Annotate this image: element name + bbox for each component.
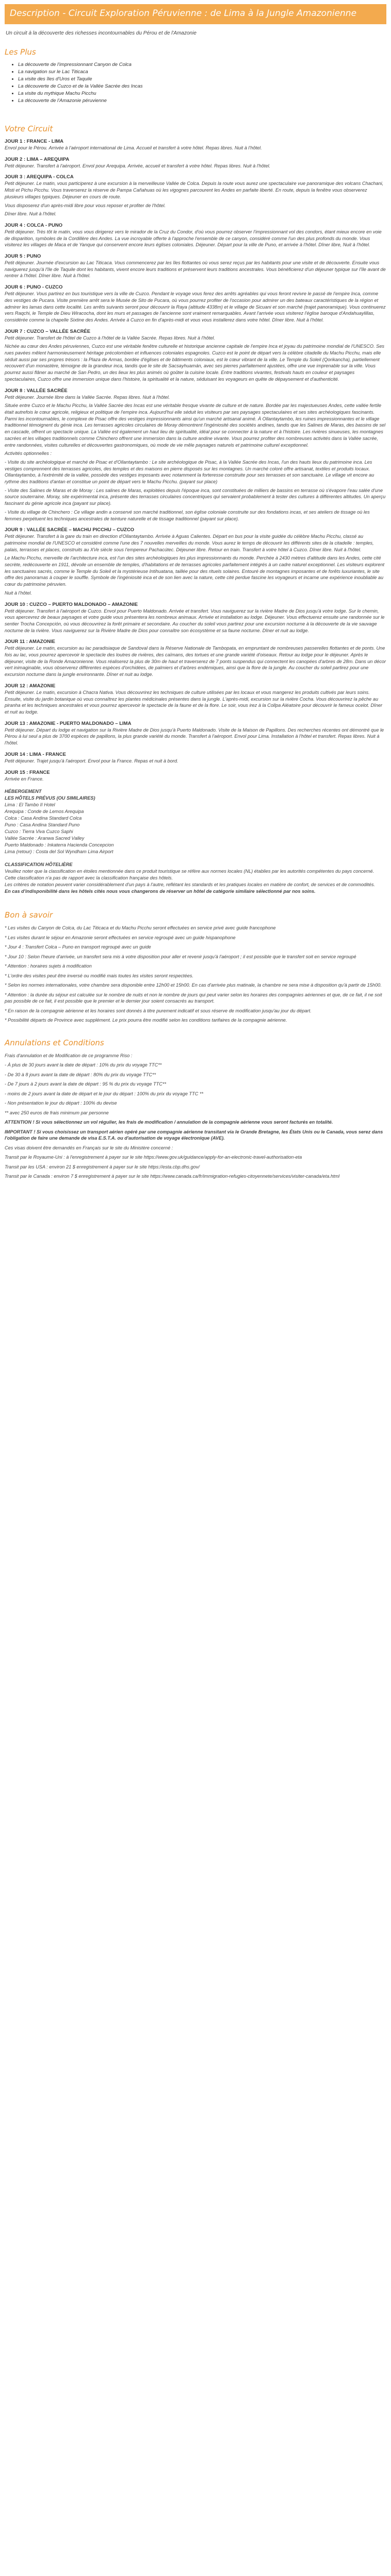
itinerary <box>5 139 386 782</box>
day-text: - Visite du site archéologique et marché de Pisac et d'Ollantaytambo : Le site archéologique de Pisac, à la Vallée Sacrée des Incas, l'un des hauts lieux du patrimoine inca. Les vestiges comprennent des terrasses agricoles, des temples et des maisons en pierre disposés sur les montagnes. Un marché coloré offre artisanat, textiles et produits locaux. Ollantaytambo, à l'extrémité de la vallée, possède des vestiges imposants avec notamment la forteresse construite pour ses terrasses et son sanctuaire. Le village vit encore au rythme des traditions d'antan et constitue un point de départ vers le Machu Picchu. (payant sur place) <box>5 459 374 485</box>
condition-item: - De 7 jours à 2 jours avant la date de départ : 95 % du prix du voyage TTC** <box>5 1081 167 1087</box>
day-text: Petit déjeuner. Transfert de l'hôtel de Cuzco à l'hôtel de la Vallée Sacrée. Repas libres. Nuit à l'hôtel. <box>5 335 215 341</box>
day-title: JOUR 10 : CUZCO – PUERTO MALDONADO – AMAZONIE <box>5 601 138 607</box>
day-text: Petit déjeuner. Transfert à l'aéroport. Envol pour Arequipa. Arrivée, accueil et transfert à votre hôtel. Repas libres. Nuit à l'hôtel. <box>5 163 271 168</box>
plus-heading: Les Plus <box>5 47 36 57</box>
day-title: JOUR 3 : AREQUIPA - COLCA <box>5 174 74 180</box>
condition-item: - À plus de 30 jours avant la date de départ : 10% du prix du voyage TTC** <box>5 1062 162 1068</box>
condition-item: Transit par le Canada : environ 7 $ enregistrement à payer sur le site https://www.canada.ca/fr/immigration-refugies-citoyennete/services/visiter-canada/eta.html <box>5 1174 340 1179</box>
condition-item: - moins de 2 jours avant la date de départ et le jour du départ : 100% du prix du voyage TTC ** <box>5 1091 204 1096</box>
day-text: - Visite des Salines de Maras et de Moray : Les salines de Maras, exploitées depuis l'époque inca, sont constituées de milliers de bassins en terrasse où s'évapore l'eau salée d'une source souterraine. Moray, site expérimental inca, présente des terrasses circulaires concentriques qui servaient probablement à tester des cultures à différentes altitudes. Un aperçu fascinant du génie agricole inca (payant sur place). <box>5 487 386 506</box>
hotel-item: Vallée Sacrée : Aranwa Sacred Valley <box>5 836 85 841</box>
day-title: JOUR 6 : PUNO - CUZCO <box>5 284 63 291</box>
day-text: Petit déjeuner. Départ du lodge et navigation sur la Rivière Madre de Dios jusqu'à Puerto Maldonado. Visite de la Maison de Papillons. Des recherches récentes ont démontré que le Pérou à lui seul a plus de 3700 espèces de papillons, la plus grande variété du monde. Transfert à l'aéroport. Envol pour Lima. Installation à l'hôtel et transfert. Repas libres. Nuit à l'hôtel. <box>5 727 384 746</box>
plus-item: • La découverte de Cuzco et de la Vallée Sacrée des Incas <box>18 83 386 89</box>
condition-item: Transit par les USA : environ 21 $ enregistrement à payer sur le site https://esta.cbp.dhs.gov/ <box>5 1164 200 1170</box>
itinerary-day <box>5 253 386 279</box>
condition-item: - Non présentation le jour du départ : 100% du devise <box>5 1100 117 1106</box>
day-text: Petit déjeuner. Le matin, vous participerez à une excursion à la merveilleuse Vallée de Colca. Depuis la route vous aurez une spectaculaire vue panoramique des volcans Chachani, Misti et Pichu Picchu. Vous traverserez la réserve de Pampa Cañahuas où les vigognes parcourent les Andes en parfaite liberté. En route, depuis la fenêtre vous observerez plusieurs villages typiques. Déjeuner en cours de route. <box>5 181 384 199</box>
day-text: Envol pour le Pérou. Arrivée à l'aéroport international de Lima. Accueil et transfert à votre hôtel. Repas libres. Nuit à l'hôtel. <box>5 145 262 150</box>
itinerary-day <box>5 284 386 324</box>
condition-item: Ces visas doivent être demandés en Français sur le site du Ministère concerné : <box>5 1145 173 1150</box>
bon-list <box>5 925 386 1024</box>
day-title: JOUR 12 : AMAZONIE <box>5 683 56 689</box>
classification-note: En cas d'indisponibilité dans les hôtels cités nous vous changerons de réserver un hôtel de catégorie similaire sélectionné par nos soins. <box>5 889 316 894</box>
hotel-item: Cuzco : Tierra Viva Cuzco Saphi <box>5 829 73 835</box>
day-title: JOUR 1 : FRANCE - LIMA <box>5 139 63 144</box>
title-bar <box>5 4 386 24</box>
day-text: Petit déjeuner. Trajet jusqu'à l'aéroport. Envol pour la France. Repas et nuit à bord. <box>5 758 178 764</box>
day-title: JOUR 8 : VALLÉE SACRÉE <box>5 387 68 394</box>
condition-item: IMPORTANT ! Si vous choisissez un transport aérien opéré par une compagnie aérienne transitant via le Grande Bretagne, les États Unis ou le Canada, vous serez dans l'obligation de faire une demande de visa E.S.T.A. ou d'autorisation de voyage électronique (AVE). <box>5 1129 383 1141</box>
hotels-subheading: LES HÔTELS PRÉVUS (OU SIMILAIRES) <box>5 795 95 801</box>
condition-item: Frais d'annulation et de Modification de ce programme Riso : <box>5 1053 133 1058</box>
itinerary-day <box>5 752 386 765</box>
condition-item: - De 30 à 8 jours avant la date de départ : 80% du prix du voyage TTC** <box>5 1072 156 1077</box>
classification-heading: CLASSIFICATION HÔTELIÈRE <box>5 862 73 868</box>
hotel-item: Arequipa : Conde de Lemos Arequipa <box>5 809 84 815</box>
hotel-item: Puerto Maldonado : Inkaterra Hacienda Concepcion <box>5 842 114 848</box>
itinerary-day <box>5 721 386 747</box>
day-text: Petit déjeuner. Le matin, excursion à Chacra Nativa. Vous découvrirez les techniques de culture utilisées par les locaux et vous mangerez les produits cultivés par leurs soins. Ensuite, visite du jardin botanique où vous connaîtrez les plantes médicinales présentes dans la jungle. L'après-midi, excursion sur la rivière Cocha. Vous découvrirez la pêche au piranha et les techniques ancestrales et vous pourrez apercevoir le spectacle de la faune et de la flore. Le soir, vous irez à la Collpa Aléatoire pour découvrir le fameux ocelot. Dîner et nuit au lodge. <box>5 689 383 715</box>
bon-item: * Jour 10 : Selon l'heure d'arrivée, un transfert sera mis à votre disposition pour aller et revenir jusqu'à l'aéroport ; il est possible que le transfert soit en service regroupé <box>5 954 356 959</box>
day-title: JOUR 11 : AMAZONIE <box>5 639 55 645</box>
day-text: Petit déjeuner. Vous partirez en bus touristique vers la ville de Cuzco. Pendant le voyage vous ferez des arrêts agréables qui vous feront revivre le passé de l'empire Inca, comme des vestiges de Pucara. Visite première arrêt sera le Musée de Sito de Pucara, où vous pourrez profiter de l'occasion pour admirer un des bateaux caractéristiques de la région et admirer les lamas dans cette localité. Les arrêts suivants seront pour découvrir la Raya (altitude 4338m) et le village de Sicuani et son marché (trajet panoramique). Vous continuerez vers Raqchi, le Temple de Dieu Wiracocha, dont les murs et passages de l'ancienne sont vraiment remarquables. Avant l'arrivée vous visiterez l'église baroque d'Andahuaylillas, considérée comme la chapelle Sixtine des Andes. Arrivée à Cuzco en fin d'après-midi et vous vous installerez dans votre hôtel. Dîner libre. Nuit à l'hôtel. <box>5 291 386 323</box>
day-text: Activités optionnelles : <box>5 451 52 456</box>
day-title: JOUR 4 : COLCA - PUNO <box>5 222 63 228</box>
plus-item: • La visite des îles d'Uros et Taquile <box>18 76 386 82</box>
itinerary-day <box>5 683 386 716</box>
itinerary-day <box>5 139 386 151</box>
condition-item: Transit par le Royaume-Uni : à l'enregistrement à payer sur le site https://www.gov.uk/guidance/apply-for-an-electronic-travel-authorisation-eta <box>5 1155 302 1160</box>
itinerary-day <box>5 770 386 783</box>
day-text: - Visite du village de Chinchero : Ce village andin a conservé son marché traditionnel, son église coloniale construite sur des fondations incas, et ses ateliers de tissage où les femmes perpétuent les techniques ancestrales de teinture naturelle et de tissage traditionnel (payant sur place). <box>5 509 370 521</box>
plus-list <box>5 62 386 104</box>
bon-item: * En raison de la compagnie aérienne et les horaires sont donnés à titre purement indicatif et sous réserve de modification jusqu'au jour du départ. <box>5 1008 312 1013</box>
day-text: Située entre Cuzco et le Machu Picchu, la Vallée Sacrée des Incas est une véritable fresque vivante de culture et de nature. Bordée par les majestueuses Andes, cette vallée fertile était autrefois le cœur agricole, religieux et politique de l'empire inca. Aujourd'hui elle séduit les visiteurs par ses paysages spectaculaires et ses sites archéologiques fascinants. Parmi les incontournables, le complexe de Pisac offre des vestiges impressionnants ainsi qu'un marché artisanal animé. À Ollantaytambo, les ruines impressionnantes et le village traditionnel témoignent du génie inca. Les terrasses agricoles circulaires de Moray démontrent l'ingéniosité des sociétés andines, tandis que les Salines de Maras, des bassins de sel en cascade, offrent un spectacle unique. La Vallée est également un haut lieu de spiritualité, idéal pour se connecter à la nature et à l'histoire. Les rivières sinueuses, les montagnes sacrées et les villages traditionnels comme Chinchero offrent une immersion dans la culture andine vivante. Vous pourrez profiter des nombreuses activités dans la Vallée sacrée, entre randonnées, visites culturelles et découvertes gastronomiques, où mode de vie mêle paysages naturels et patrimoine culturel exceptionnel. <box>5 403 386 448</box>
day-title: JOUR 5 : PUNO <box>5 253 41 260</box>
classification-text: Veuillez noter que la classification en étoiles mentionnée dans ce produit touristique se réfère aux normes locales (NL) établies par les autorités compétentes du pays concerné. <box>5 869 374 874</box>
hotels-section <box>5 788 386 895</box>
itinerary-day <box>5 639 386 678</box>
plus-item: • La découverte de l'Amazonie péruvienne <box>18 98 386 104</box>
day-title: JOUR 7 : CUZCO – VALLÉE SACRÉE <box>5 328 91 334</box>
condition-item: ATTENTION ! Si vous sélectionnez un vol régulier, les frais de modification / annulation de la compagnie aérienne vous seront facturés en totalité. <box>5 1120 333 1125</box>
day-title: JOUR 2 : LIMA – AREQUIPA <box>5 156 70 162</box>
hotel-item: Puno : Casa Andina Standard Puno <box>5 822 80 828</box>
day-text: Petit déjeuner. Très tôt le matin, vous vous dirigerez vers le mirador de la Cruz du Condor, d'où vous pourrez observer l'impressionnant vol des condors, étant mieux encore en voie de disparition, symboles de la Cordillère des Andes. La vue incroyable offerte à l'approche l'ensemble de ce canyon, considéré comme l'un des plus profonds du monde. Vous visiterez les villages de Maca et de Yanque qui conservent encore leurs églises coloniales. Déjeuner. Départ pour la ville de Puno, et arrivée à l'hôtel. Dîner libre, Nuit à l'hôtel. <box>5 229 382 248</box>
bon-item: * Attention : horaires sujets à modification <box>5 963 92 969</box>
day-text: Petit déjeuner. Journée d'excursion au Lac Titicaca. Vous commencerez par les îles flottantes où vous serez reçus par les habitants pour une visite et de découverte. Ensuite vous naviguerez jusqu'à l'île de Taquile dont les habitants, vivent encore leurs traditions et préservent leurs traditions ancestrales. Vous bénéficierez d'un déjeuner typique sur l'île avant de rentrer à l'hôtel. Dîner libre. Nuit à l'hôtel. <box>5 260 386 279</box>
itinerary-day <box>5 174 386 217</box>
day-text: Le Machu Picchu, merveille de l'architecture inca, est l'un des sites archéologiques les plus impressionnants du monde. Perchée à 2430 mètres d'altitude dans les Andes, cette cité secrète, redécouverte en 1911, dévoile un ensemble de temples, d'habitations et de terrasses agricoles parfaitement intégrés à un cadre naturel exceptionnel. Les visiteurs explorent les sanctuaires sacrés, comme le Temple du Soleil et la mystérieuse Intihuatana, taillée pour des rituels solaires. Entouré de montagnes imposantes et de forêts luxuriantes, le site offre des panoramas à couper le souffle. Symbole de l'ingéniosité inca et de son lien avec la nature, cette cité perdue fascine les voyageurs et incarne une expérience inoubliable au cœur du patrimoine péruvien. <box>5 555 384 587</box>
day-text: Dîner libre. Nuit à l'hôtel. <box>5 211 57 217</box>
circuit-heading: Votre Circuit <box>5 124 53 133</box>
bon-item: * Jour 4 : Transfert Colca – Puno en transport regroupé avec un guide <box>5 944 151 950</box>
bon-item: * Selon les normes internationales, votre chambre sera disponible entre 12h00 et 15h00. En cas d'arrivée plus matinale, la chambre ne sera mise à disposition qu'à partir de 15h00. <box>5 982 382 988</box>
classification-text: Cette classification n'a pas de rapport avec la classification française des hôtels. <box>5 875 173 881</box>
condition-item: ** avec 250 euros de frais minimum par personne <box>5 1110 109 1115</box>
bon-heading: Bon à savoir <box>5 910 53 920</box>
itinerary-day <box>5 329 386 383</box>
hotel-item: Lima : El Tambo II Hotel <box>5 802 55 808</box>
day-text: Vous disposerez d'un après-midi libre pour vous reposer et profiter de l'hôtel. <box>5 202 166 208</box>
itinerary-day <box>5 223 386 248</box>
plus-item: • La découverte de l'impressionnant Canyon de Colca <box>18 62 386 67</box>
conditions-list <box>5 1053 386 1180</box>
intro-text: Un circuit à la découverte des richesses incontournables du Pérou et de l'Amazonie <box>6 30 197 36</box>
bon-item: * Possibilité départs de Province avec supplément. Le prix pourra être modifié selon les conditions tarifaires de la compagnie aérienne. <box>5 1018 287 1023</box>
conditions-heading: Annulations et Conditions <box>5 1038 104 1047</box>
itinerary-day <box>5 157 386 170</box>
bon-item: * Les visites durant le séjour en Amazonie seront effectuées en service regroupé avec un guide hispanophone <box>5 935 236 940</box>
hotel-item: Lima (retour) : Costa del Sol Wyndham Lima Airport <box>5 849 113 855</box>
day-title: JOUR 15 : FRANCE <box>5 769 50 775</box>
day-text: Petit déjeuner. Le matin, excursion au lac paradisiaque de Sandoval dans la Réserve Nationale de Tambopata, en empruntant de nombreuses passerelles flottantes et de ponts. Une fois au lac, vous pourrez apercevoir le spectacle des loutres de rivières, des caïmans, des tortues et une grande variété d'oiseaux. Retour au lodge pour le déjeuner. Après le déjeuner, visite de la Ronde Amazonienne. Vous réaliserez la plus de 30m de haut et traverserez de 7 ponts suspendus qui connectent les canopées d'arbres de 28m. Dans un décor vert inimaginable, vous observerez différentes espèces d'orchidées, de palmiers et d'arbres endémiques, ainsi que la flore de la jungle. Au coucher du soleil partirez pour une excursion nocturne dans la jungle environnante. Dîner et nuit au lodge. <box>5 646 386 677</box>
hotel-item: Colca : Casa Andina Standard Colca <box>5 816 82 821</box>
day-text: Petit déjeuner. Transfert à la gare du train en direction d'Ollantaytambo. Arrivée à Aguas Calientes. Départ en bus pour la visite guidée du célèbre Machu Picchu, classé au patrimoine mondial de l'UNESCO et considéré comme l'une des 7 nouvelles merveilles du monde. Vous aurez le temps de découvrir les différents sites de la citadelle : temples, palais, terrasses et places, construits au XVe siècle sous l'empereur Pachacútec. Déjeuner libre. Retour en train. Transfert à votre hôtel à Cuzco. Dîner libre. Nuit à l'hôtel. <box>5 534 374 552</box>
day-text: Nichée au cœur des Andes péruviennes, Cuzco est une véritable fenêtre culturelle et historique ancienne capitale de l'empire Inca et joyau du patrimoine mondial de l'UNESCO. Ses rues pavées mêlent harmonieusement héritage précolombien et influences coloniales espagnoles. Cuzco est le point de départ vers la célèbre citadelle du Machu Picchu, mais elle séduit aussi par ses propres trésors : la Plaza de Armas, bordée d'églises et de bâtiments coloniaux, est le cœur vibrant de la ville. Le Temple du Soleil (Qorikancha), partiellement recouvert d'un monastère, témoigne de la grandeur inca, tandis que le site de Sacsayhuamán, avec ses pierres parfaitement ajustées, offre une vue imprenable sur la ville. Vous pourrez aussi flâner au marché de San Pedro, un des lieux les plus animés où goûter la cuisine locale. Entre traditions vivantes, festivals hauts en couleur et paysages spectaculaires, Cuzco offre une immersion unique dans l'histoire, la spiritualité et la nature, séduisant les voyageurs en quête de dépaysement et d'authenticité. <box>5 344 385 382</box>
plus-item: • La visite du mythique Machu Picchu <box>18 91 386 96</box>
page-title: Description - Circuit Exploration Péruvienne : de Lima à la Jungle Amazonienne <box>10 8 357 19</box>
bon-item: * Les visites du Canyon de Colca, du Lac Titicaca et du Machu Picchu seront effectuées en service privé avec guide francophone <box>5 925 276 931</box>
itinerary-day <box>5 527 386 596</box>
bon-item: * L'ordre des visites peut être inversé ou modifié mais toutes les visites seront respectées. <box>5 973 193 978</box>
hotels-heading: HÉBERGEMENT <box>5 789 42 794</box>
day-text: Arrivée en France. <box>5 776 44 782</box>
day-text: Petit déjeuner. Transfert à l'aéroport de Cuzco. Envol pour Puerto Maldonado. Arrivée et transfert. Vous naviguerez sur la rivière Madre de Dios jusqu'à votre lodge. Sur le chemin, vous apercevrez de beaux paysages et votre guide vous présentera les nombreux animaux. Arrivée et installation au lodge. Déjeuner. Vous effectuerez ensuite une randonnée sur le sentier Trocha Concepción, où vous découvrirez la forêt primaire et secondaire. Au coucher du soleil vous partirez pour une excursion nocturne à la découverte de la vie sauvage nocturne de la rivière. Vous naviguerez sur la Rivière Madre de Dios pour connaître son écosystème et sa faune nocturne. Dîner et nuit au lodge. <box>5 608 385 633</box>
itinerary-day <box>5 388 386 522</box>
day-text: Petit déjeuner. Journée libre dans la Vallée Sacrée. Repas libres. Nuit à l'hôtel. <box>5 394 170 400</box>
bon-item: * Attention : la durée du séjour est calculée sur le nombre de nuits et non le nombre de jours qui peut varier selon les horaires des compagnies aériennes et que, de ce fait, il ne soit pas possible de ce fait, il est possible que le premier et le dernier jour soient consacrés au transport. <box>5 992 382 1004</box>
day-title: JOUR 9 : VALLÉE SACRÉE – MACHU PICCHU – CUZCO <box>5 527 135 533</box>
page <box>5 0 386 1193</box>
classification-text: Les critères de notation peuvent varier considérablement d'un pays à l'autre, reflétant les standards et les pratiques locales en matière de confort, de services et de commodités. <box>5 882 375 888</box>
plus-item: • La navigation sur le Lac Titicaca <box>18 69 386 75</box>
itinerary-day <box>5 602 386 634</box>
day-title: JOUR 14 : LIMA - FRANCE <box>5 751 66 757</box>
day-text: Nuit à l'hôtel. <box>5 590 32 596</box>
day-title: JOUR 13 : AMAZONIE - PUERTO MALDONADO – LIMA <box>5 720 132 726</box>
